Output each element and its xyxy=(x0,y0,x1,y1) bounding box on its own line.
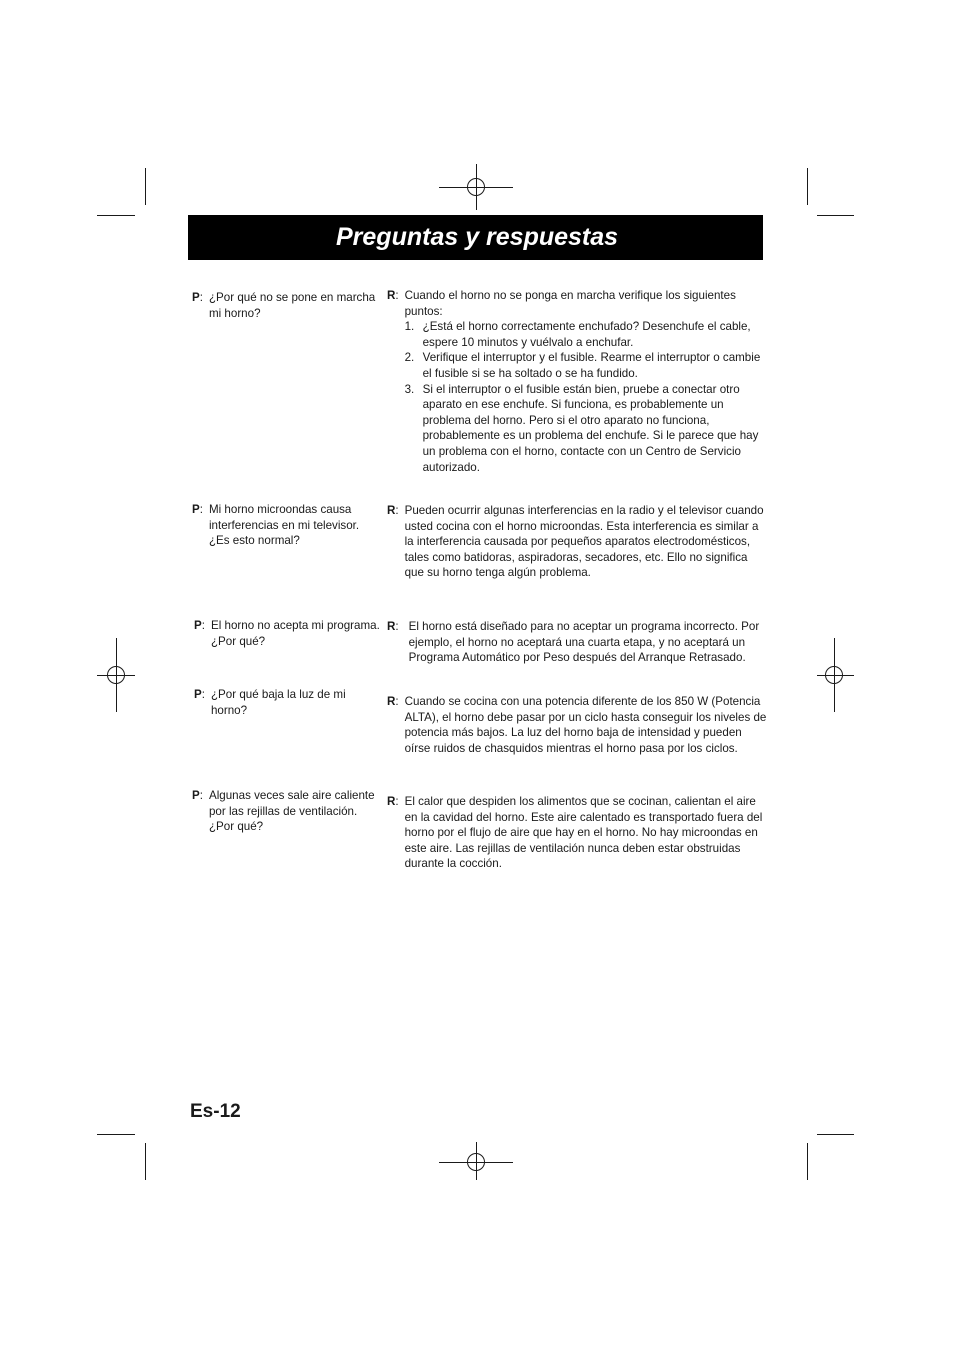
answer-label: R xyxy=(387,795,396,808)
answer-list xyxy=(405,319,767,475)
answer-intro: Cuando el horno no se ponga en marcha verifique los siguientes puntos: xyxy=(404,289,736,318)
question-label: P xyxy=(194,688,202,701)
answer-text: Cuando se cocina con una potencia diferente de los 850 W (Potencia ALTA), el horno debe pasar por un ciclo hasta conseguir los niveles de potencia más bajos. La luz del horno baja de intensidad y pueden oírse ruidos de chasquidos mientras el horno pasa por los ciclos. xyxy=(404,695,767,755)
question-2: P : Mi horno microondas causa interferencias en mi televisor. ¿Es esto normal? xyxy=(192,502,382,549)
answer-text: El horno está diseñado para no aceptar un programa incorrecto. Por ejemplo, el horno no aceptará una cuarta etapa, y no aceptará un Programa Automático por Peso después del Arranque Retrasado. xyxy=(408,620,760,665)
answer-5: R : El calor que despiden los alimentos que se cocinan, calientan el aire en la cavidad del horno. Este aire calentado es transportado fuera del horno por el flujo de aire que hay en el horno. No hay microondas en este aire. Las rejillas de ventilación nunca deben estar obstruidas durante la cocción. xyxy=(387,794,767,872)
answer-label: R xyxy=(387,289,396,302)
answer-text: El calor que despiden los alimentos que se cocinan, calientan el aire en la cavidad del horno. Este aire calentado es transportado fuera del horno por el flujo de aire que hay en el horno. No hay microondas en este aire. Las rejillas de ventilación nunca deben estar obstruidas durante la cocción. xyxy=(404,795,763,871)
question-label: P xyxy=(192,789,200,802)
question-label: P xyxy=(192,503,200,516)
answer-label: R xyxy=(387,620,396,633)
answer-4: R : Cuando se cocina con una potencia diferente de los 850 W (Potencia ALTA), el horno debe pasar por un ciclo hasta conseguir los niveles de potencia más bajos. La luz del horno baja de intensidad y pueden oírse ruidos de chasquidos mientras el horno pasa por los ciclos. xyxy=(387,695,767,755)
answer-list-item: 3. Si el interruptor o el fusible están bien, pruebe a conectar otro aparato en ese enchufe. Si funciona, es probablemente un problema del horno. Pero si el otro aparato no funciona, probablemente es un problema del enchufe. Si le parece que hay un problema con el horno, contacte con un Centro de Servicio autorizado. xyxy=(404,382,759,474)
answer-1: R : Cuando el horno no se ponga en marcha verifique los siguientes puntos: 1. ¿Está el horno correctamente enchufado? Desenchufe el cable, espere 10 minutos y vuélvalo a enchufar. 2. Verifique el interruptor y el fusible. Rearme el interruptor o cambie el fusible si se ha soltado o se ha fundido. 3. Si el interruptor o el fusible están bien, pruebe a conectar otro aparato en ese enchufe. Si funciona, es probablemente un problema del horno. Pero si el otro aparato no funciona, probablemente es un problema del enchufe. Si le parece que hay un problema con el horno, contacte con un Centro de Servicio autorizado. xyxy=(387,288,767,475)
question-5: P : Algunas veces sale aire caliente por las rejillas de ventilación. ¿Por qué? xyxy=(192,788,382,835)
page-title: Preguntas y respuestas xyxy=(336,223,619,251)
title-bar xyxy=(188,215,763,260)
question-1: P : ¿Por qué no se pone en marcha mi horno? xyxy=(192,290,382,321)
question-text: ¿Por qué no se pone en marcha mi horno? xyxy=(208,291,376,320)
question-label: P xyxy=(194,619,202,632)
answer-label: R xyxy=(387,504,396,517)
answer-list-item: 1. ¿Está el horno correctamente enchufado? Desenchufe el cable, espere 10 minutos y vuélvalo a enchufar. xyxy=(404,320,751,349)
answer-list-item: 2. Verifique el interruptor y el fusible. Rearme el interruptor o cambie el fusible si se ha soltado o se ha fundido. xyxy=(404,351,761,380)
answer-label: R xyxy=(387,695,396,708)
question-text: Algunas veces sale aire caliente por las rejillas de ventilación. ¿Por qué? xyxy=(208,789,375,834)
answer-text: Pueden ocurrir algunas interferencias en la radio y el televisor cuando usted cocina con el horno microondas. Esta interferencia es similar a la interferencia causada por pequeños aparatos electrodomésticos, tales como batidoras, aspiradoras, secadores, etc. Ello no significa que su horno tenga algún problema. xyxy=(404,504,764,580)
answer-2: R : Pueden ocurrir algunas interferencias en la radio y el televisor cuando usted cocina con el horno microondas. Esta interferencia es similar a la interferencia causada por pequeños aparatos electrodomésticos, tales como batidoras, aspiradoras, secadores, etc. Ello no significa que su horno tenga algún problema. xyxy=(387,503,767,581)
page-number: Es-12 xyxy=(190,1101,241,1122)
question-text: El horno no acepta mi programa. ¿Por qué? xyxy=(210,619,380,648)
question-4: P : ¿Por qué baja la luz de mi horno? xyxy=(194,687,384,718)
question-text: ¿Por qué baja la luz de mi horno? xyxy=(210,688,346,717)
question-label: P xyxy=(192,291,200,304)
answer-3: R : El horno está diseñado para no aceptar un programa incorrecto. Por ejemplo, el horno no aceptará una cuarta etapa, y no aceptará un Programa Automático por Peso después del Arranque Retrasado. xyxy=(387,619,767,666)
question-3: P : El horno no acepta mi programa. ¿Por qué? xyxy=(194,618,384,649)
question-text: Mi horno microondas causa interferencias en mi televisor. ¿Es esto normal? xyxy=(208,503,360,548)
